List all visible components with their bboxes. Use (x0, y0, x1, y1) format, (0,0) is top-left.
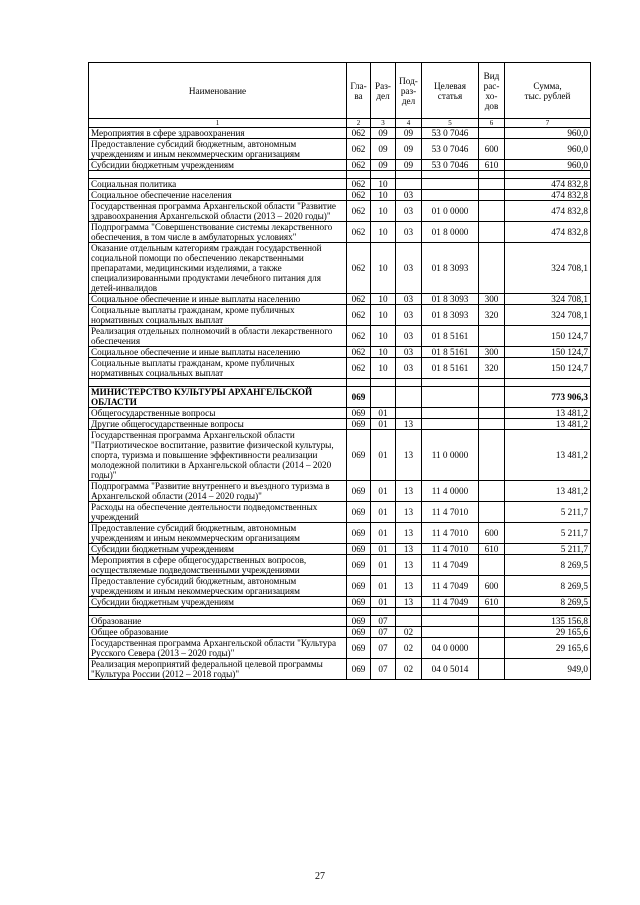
cell-sum: 150 124,7 (505, 326, 591, 347)
header-row (89, 63, 591, 119)
spacer-row (89, 379, 591, 387)
cell-name: Оказание отдельным категориям граждан государственной социальной помощи по обеспечению лекарственными препаратами, медицинскими изделиями, а также специализированными продуктами лечебного питания для детей-инвалидов (89, 243, 347, 294)
cell-razdel: 10 (371, 294, 396, 305)
spacer-cell (505, 379, 591, 387)
spacer-cell (347, 379, 371, 387)
table-row (89, 616, 591, 627)
cell-target: 01 0 0000 (422, 201, 479, 222)
cell-sum: 13 481,2 (505, 408, 591, 419)
cell-name: Реализация мероприятий федеральной целевой программы "Культура России (2012 – 2018 годы)" (89, 659, 347, 680)
cell-name: Субсидии бюджетным учреждениям (89, 597, 347, 608)
cell-name: Социальное обеспечение и иные выплаты населению (89, 347, 347, 358)
cell-name: Подпрограмма "Развитие внутреннего и въездного туризма в Архангельской области (2014 – 2020 годы)" (89, 481, 347, 502)
cell-target: 01 8 0000 (422, 222, 479, 243)
cell-glava: 062 (347, 160, 371, 171)
cell-vid (479, 326, 505, 347)
cell-razdel: 01 (371, 419, 396, 430)
cell-glava: 062 (347, 326, 371, 347)
cell-vid (479, 190, 505, 201)
cell-glava: 062 (347, 139, 371, 160)
cell-vid (479, 419, 505, 430)
cell-sum: 324 708,1 (505, 305, 591, 326)
col-header-podrazdel: Под- раз- дел (396, 63, 422, 119)
cell-vid (479, 430, 505, 481)
spacer-cell (89, 171, 347, 179)
table-body (89, 128, 591, 680)
cell-glava: 069 (347, 408, 371, 419)
cell-name: Субсидии бюджетным учреждениям (89, 544, 347, 555)
table-row (89, 128, 591, 139)
spacer-cell (422, 171, 479, 179)
cell-sum: 474 832,8 (505, 190, 591, 201)
cell-name: Общегосударственные вопросы (89, 408, 347, 419)
cell-vid (479, 481, 505, 502)
cell-vid: 610 (479, 160, 505, 171)
cell-glava: 062 (347, 179, 371, 190)
col-header-glava: Гла- ва (347, 63, 371, 119)
cell-sum: 960,0 (505, 160, 591, 171)
cell-target: 11 4 7010 (422, 523, 479, 544)
cell-podrazdel: 13 (396, 576, 422, 597)
table-row (89, 326, 591, 347)
cell-razdel: 10 (371, 347, 396, 358)
cell-sum: 13 481,2 (505, 419, 591, 430)
cell-razdel (371, 387, 396, 408)
cell-razdel: 10 (371, 305, 396, 326)
cell-vid: 610 (479, 597, 505, 608)
table-row (89, 243, 591, 294)
cell-vid (479, 387, 505, 408)
cell-glava: 069 (347, 523, 371, 544)
cell-sum: 13 481,2 (505, 430, 591, 481)
cell-target (422, 179, 479, 190)
spacer-row (89, 608, 591, 616)
cell-sum: 5 211,7 (505, 544, 591, 555)
cell-sum: 5 211,7 (505, 502, 591, 523)
table-row (89, 190, 591, 201)
col-header-target: Целевая статья (422, 63, 479, 119)
page-number: 27 (315, 871, 325, 882)
col-number: 1 (89, 119, 347, 128)
cell-podrazdel: 09 (396, 139, 422, 160)
cell-razdel: 07 (371, 659, 396, 680)
cell-target: 11 4 7049 (422, 576, 479, 597)
cell-vid (479, 502, 505, 523)
cell-podrazdel: 13 (396, 597, 422, 608)
cell-sum: 8 269,5 (505, 555, 591, 576)
cell-podrazdel: 03 (396, 294, 422, 305)
cell-podrazdel: 03 (396, 347, 422, 358)
spacer-cell (89, 608, 347, 616)
cell-razdel: 10 (371, 222, 396, 243)
cell-glava: 069 (347, 616, 371, 627)
cell-sum: 135 156,8 (505, 616, 591, 627)
cell-podrazdel: 02 (396, 627, 422, 638)
cell-vid (479, 243, 505, 294)
cell-glava: 062 (347, 358, 371, 379)
cell-vid (479, 128, 505, 139)
cell-glava: 062 (347, 201, 371, 222)
cell-glava: 069 (347, 544, 371, 555)
cell-target: 01 8 5161 (422, 347, 479, 358)
table-row (89, 201, 591, 222)
cell-glava: 069 (347, 502, 371, 523)
cell-name: Субсидии бюджетным учреждениям (89, 160, 347, 171)
cell-glava: 069 (347, 555, 371, 576)
cell-name: Социальное обеспечение и иные выплаты населению (89, 294, 347, 305)
cell-razdel: 01 (371, 576, 396, 597)
table-row (89, 160, 591, 171)
cell-sum: 13 481,2 (505, 481, 591, 502)
cell-podrazdel (396, 387, 422, 408)
table-row (89, 544, 591, 555)
cell-target: 11 4 7010 (422, 502, 479, 523)
cell-name: Социальная политика (89, 179, 347, 190)
cell-sum: 8 269,5 (505, 576, 591, 597)
col-number: 4 (396, 119, 422, 128)
cell-sum: 773 906,3 (505, 387, 591, 408)
cell-podrazdel: 02 (396, 659, 422, 680)
cell-name: Мероприятия в сфере здравоохранения (89, 128, 347, 139)
spacer-cell (422, 379, 479, 387)
cell-podrazdel: 13 (396, 481, 422, 502)
cell-glava: 069 (347, 419, 371, 430)
cell-sum: 960,0 (505, 128, 591, 139)
col-header-razdel: Раз- дел (371, 63, 396, 119)
table-row (89, 387, 591, 408)
cell-glava: 069 (347, 659, 371, 680)
cell-target: 01 8 5161 (422, 326, 479, 347)
cell-name: Образование (89, 616, 347, 627)
cell-vid (479, 555, 505, 576)
spacer-cell (422, 608, 479, 616)
table-row (89, 139, 591, 160)
cell-name: Мероприятия в сфере общегосударственных вопросов, осуществляемые подведомственными учреждениями (89, 555, 347, 576)
cell-glava: 062 (347, 128, 371, 139)
cell-name: Предоставление субсидий бюджетным, автономным учреждениям и иным некоммерческим организациям (89, 523, 347, 544)
cell-vid (479, 201, 505, 222)
spacer-cell (371, 608, 396, 616)
cell-vid (479, 408, 505, 419)
cell-name: Государственная программа Архангельской области "Развитие здравоохранения Архангельской области (2013 – 2020 годы)" (89, 201, 347, 222)
table-row (89, 576, 591, 597)
cell-target (422, 616, 479, 627)
col-number: 6 (479, 119, 505, 128)
cell-target: 01 8 3093 (422, 243, 479, 294)
cell-sum: 474 832,8 (505, 179, 591, 190)
table-row (89, 627, 591, 638)
cell-vid (479, 638, 505, 659)
cell-target: 11 4 7049 (422, 555, 479, 576)
spacer-cell (505, 171, 591, 179)
cell-podrazdel: 03 (396, 222, 422, 243)
cell-glava: 069 (347, 387, 371, 408)
cell-razdel: 01 (371, 544, 396, 555)
cell-vid: 600 (479, 139, 505, 160)
cell-podrazdel (396, 179, 422, 190)
table-row (89, 419, 591, 430)
cell-target: 53 0 7046 (422, 139, 479, 160)
cell-razdel: 01 (371, 502, 396, 523)
table-row (89, 294, 591, 305)
cell-sum: 29 165,6 (505, 638, 591, 659)
cell-glava: 062 (347, 294, 371, 305)
table-row (89, 358, 591, 379)
cell-vid: 600 (479, 523, 505, 544)
cell-sum: 960,0 (505, 139, 591, 160)
cell-podrazdel: 03 (396, 326, 422, 347)
col-number: 2 (347, 119, 371, 128)
col-header-sum: Сумма, тыс. рублей (505, 63, 591, 119)
cell-podrazdel: 13 (396, 502, 422, 523)
cell-vid: 610 (479, 544, 505, 555)
spacer-cell (396, 379, 422, 387)
cell-razdel: 09 (371, 128, 396, 139)
spacer-cell (396, 171, 422, 179)
cell-glava: 069 (347, 597, 371, 608)
cell-podrazdel (396, 408, 422, 419)
cell-podrazdel: 13 (396, 555, 422, 576)
cell-name: Социальные выплаты гражданам, кроме публичных нормативных социальных выплат (89, 358, 347, 379)
cell-vid: 600 (479, 576, 505, 597)
cell-razdel: 01 (371, 523, 396, 544)
cell-razdel: 01 (371, 555, 396, 576)
col-header-name: Наименование (89, 63, 347, 119)
cell-name: Социальное обеспечение населения (89, 190, 347, 201)
cell-vid (479, 616, 505, 627)
cell-name: Общее образование (89, 627, 347, 638)
cell-razdel: 10 (371, 243, 396, 294)
cell-sum: 949,0 (505, 659, 591, 680)
table-row (89, 305, 591, 326)
cell-glava: 069 (347, 576, 371, 597)
cell-razdel: 10 (371, 201, 396, 222)
cell-razdel: 01 (371, 481, 396, 502)
cell-vid: 320 (479, 358, 505, 379)
cell-podrazdel: 09 (396, 160, 422, 171)
spacer-cell (347, 171, 371, 179)
cell-target: 11 4 7049 (422, 597, 479, 608)
spacer-cell (371, 379, 396, 387)
cell-glava: 062 (347, 305, 371, 326)
cell-glava: 069 (347, 638, 371, 659)
cell-podrazdel: 13 (396, 419, 422, 430)
cell-name: Реализация отдельных полномочий в области лекарственного обеспечения (89, 326, 347, 347)
cell-podrazdel: 03 (396, 243, 422, 294)
cell-name: Предоставление субсидий бюджетным, автономным учреждениям и иным некоммерческим организациям (89, 576, 347, 597)
cell-glava: 062 (347, 243, 371, 294)
cell-target: 01 8 3093 (422, 294, 479, 305)
cell-sum: 8 269,5 (505, 597, 591, 608)
cell-target: 04 0 0000 (422, 638, 479, 659)
cell-razdel: 01 (371, 597, 396, 608)
cell-target: 01 8 3093 (422, 305, 479, 326)
cell-podrazdel: 13 (396, 544, 422, 555)
cell-razdel: 10 (371, 358, 396, 379)
cell-target: 11 4 0000 (422, 481, 479, 502)
cell-glava: 069 (347, 627, 371, 638)
spacer-cell (479, 608, 505, 616)
col-header-vid: Вид рас- хо- дов (479, 63, 505, 119)
cell-target (422, 419, 479, 430)
cell-podrazdel: 03 (396, 305, 422, 326)
table-row (89, 638, 591, 659)
cell-podrazdel: 13 (396, 523, 422, 544)
cell-podrazdel: 02 (396, 638, 422, 659)
table-row (89, 222, 591, 243)
cell-podrazdel: 13 (396, 430, 422, 481)
cell-target (422, 190, 479, 201)
spacer-cell (396, 608, 422, 616)
cell-name: Предоставление субсидий бюджетным, автономным учреждениям и иным некоммерческим организациям (89, 139, 347, 160)
cell-sum: 150 124,7 (505, 358, 591, 379)
cell-sum: 29 165,6 (505, 627, 591, 638)
cell-glava: 062 (347, 222, 371, 243)
table-row (89, 502, 591, 523)
table-row (89, 555, 591, 576)
budget-table (88, 62, 591, 680)
cell-razdel: 07 (371, 638, 396, 659)
cell-razdel: 07 (371, 627, 396, 638)
cell-sum: 474 832,8 (505, 201, 591, 222)
cell-sum: 324 708,1 (505, 294, 591, 305)
cell-podrazdel: 03 (396, 201, 422, 222)
col-number: 7 (505, 119, 591, 128)
cell-razdel: 09 (371, 160, 396, 171)
col-number: 5 (422, 119, 479, 128)
cell-glava: 062 (347, 347, 371, 358)
cell-sum: 324 708,1 (505, 243, 591, 294)
cell-target (422, 387, 479, 408)
table-row (89, 481, 591, 502)
cell-target: 04 0 5014 (422, 659, 479, 680)
spacer-cell (371, 171, 396, 179)
cell-podrazdel: 09 (396, 128, 422, 139)
cell-vid (479, 179, 505, 190)
table-row (89, 430, 591, 481)
spacer-cell (505, 608, 591, 616)
cell-target: 53 0 7046 (422, 160, 479, 171)
cell-podrazdel: 03 (396, 190, 422, 201)
cell-sum: 150 124,7 (505, 347, 591, 358)
cell-target: 11 0 0000 (422, 430, 479, 481)
cell-target: 53 0 7046 (422, 128, 479, 139)
spacer-cell (479, 379, 505, 387)
cell-target: 01 8 5161 (422, 358, 479, 379)
spacer-row (89, 171, 591, 179)
cell-name: Государственная программа Архангельской области "Патриотическое воспитание, развитие физической культуры, спорта, туризма и повышение эффективности реализации молодежной политики в Архангельской области (2014 – 2020 годы)" (89, 430, 347, 481)
spacer-cell (479, 171, 505, 179)
cell-target: 11 4 7010 (422, 544, 479, 555)
cell-name: Другие общегосударственные вопросы (89, 419, 347, 430)
cell-razdel: 10 (371, 179, 396, 190)
cell-name: Подпрограмма "Совершенствование системы лекарственного обеспечения, в том числе в амбулаторных условиях" (89, 222, 347, 243)
cell-razdel: 09 (371, 139, 396, 160)
cell-name: Социальные выплаты гражданам, кроме публичных нормативных социальных выплат (89, 305, 347, 326)
cell-target (422, 627, 479, 638)
cell-target (422, 408, 479, 419)
table-row (89, 347, 591, 358)
cell-vid: 300 (479, 294, 505, 305)
table-row (89, 179, 591, 190)
cell-sum: 5 211,7 (505, 523, 591, 544)
cell-vid: 320 (479, 305, 505, 326)
cell-podrazdel: 03 (396, 358, 422, 379)
cell-razdel: 10 (371, 190, 396, 201)
cell-podrazdel (396, 616, 422, 627)
table-row (89, 523, 591, 544)
cell-razdel: 10 (371, 326, 396, 347)
cell-vid: 300 (479, 347, 505, 358)
table-row (89, 597, 591, 608)
cell-razdel: 01 (371, 430, 396, 481)
cell-vid (479, 627, 505, 638)
cell-glava: 069 (347, 481, 371, 502)
cell-sum: 474 832,8 (505, 222, 591, 243)
table-row (89, 659, 591, 680)
budget-table-container (88, 62, 590, 680)
table-row (89, 408, 591, 419)
cell-vid (479, 222, 505, 243)
cell-name: Расходы на обеспечение деятельности подведомственных учреждений (89, 502, 347, 523)
cell-name: МИНИСТЕРСТВО КУЛЬТУРЫ АРХАНГЕЛЬСКОЙ ОБЛАСТИ (89, 387, 347, 408)
cell-glava: 062 (347, 190, 371, 201)
cell-name: Государственная программа Архангельской области "Культура Русского Севера (2013 – 2020 годы)" (89, 638, 347, 659)
cell-vid (479, 659, 505, 680)
col-number: 3 (371, 119, 396, 128)
column-number-row (89, 119, 591, 128)
cell-razdel: 07 (371, 616, 396, 627)
spacer-cell (347, 608, 371, 616)
cell-glava: 069 (347, 430, 371, 481)
cell-razdel: 01 (371, 408, 396, 419)
spacer-cell (89, 379, 347, 387)
